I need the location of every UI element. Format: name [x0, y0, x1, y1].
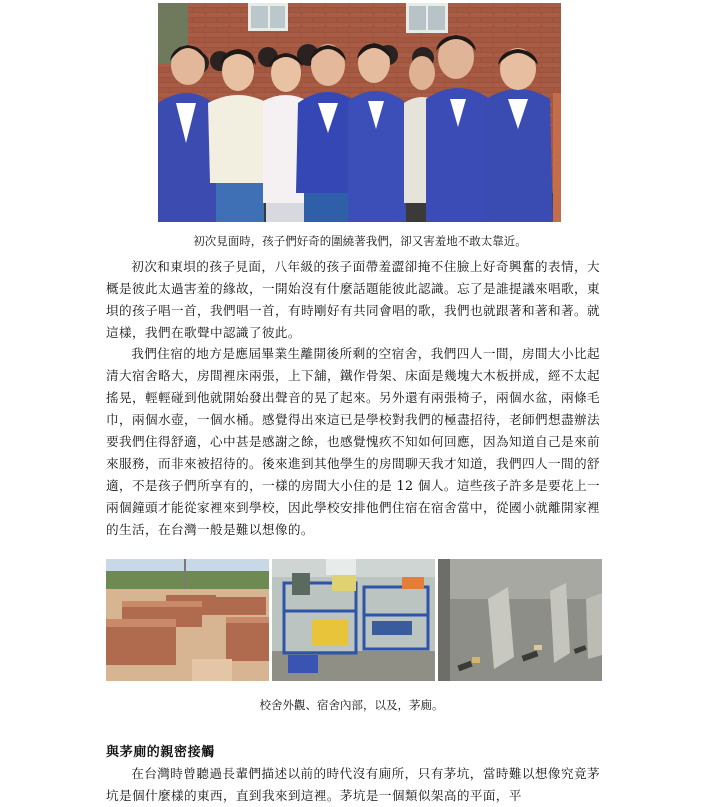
- school-buildings-photo: [106, 559, 269, 681]
- paragraph-latrine: 在台灣時曾聽過長輩們描述以前的時代沒有廁所，只有茅坑，當時難以想像究竟茅坑是個什麼樣的東西，直到我來到這裡。茅坑是一個類似架高的平面，平: [106, 766, 600, 803]
- paragraph-first-meeting: 初次和東垻的孩子見面，八年級的孩子面帶羞澀卻掩不住臉上好奇興奮的表情，大概是彼此太過害羞的緣故，一開始沒有什麼話題能彼此認識。忘了是誰提議來唱歌，東垻的孩子唱一首，我們唱一首，有時剛好有共同會唱的歌，我們也就跟著和著和著。就這樣，我們在歌聲中認識了彼此。: [106, 259, 600, 340]
- dormitory-interior-photo: [272, 559, 435, 681]
- section-heading: 與茅廁的親密接觸: [106, 745, 215, 760]
- latrine-photo: [438, 559, 602, 681]
- students-photo: [158, 3, 561, 222]
- paragraph-dormitory: 我們住宿的地方是應屆畢業生離開後所剩的空宿舍，我們四人一間，房間大小比起清大宿舍略大，房間裡床兩張，上下舖，鐵作骨架、床面是幾塊大木板拼成，經不太起搖晃，輕輕碰到他就開始發出聲音的晃了起來。另外還有兩張椅子，兩個水盆，兩條毛巾，兩個水壺，一個水桶。感覺得出來這已是學校對我們的極盡招待，老師們想盡辦法要我們住得舒適，心中甚是感謝之餘，也感覺愧疚不知如何回應，因為知道自己是來前來服務，而非來被招待的。後來進到其他學生的房間聊天我才知道，我們四人一間的舒適，不是孩子們所享有的，一樣的房間大小住的是 12 個人。這些孩子許多是要花上一兩個鐘頭才能從家裡來到學校，因此學校安排他們住宿在宿舍當中，從國小就離開家裡的生活，在台灣一般是難以想像的。: [106, 346, 600, 537]
- photo-row-caption: 校舍外觀、宿舍內部，以及，茅廁。: [259, 698, 444, 712]
- top-photo-caption: 初次見面時，孩子們好奇的圍繞著我們，卻又害羞地不敢太靠近。: [193, 234, 527, 248]
